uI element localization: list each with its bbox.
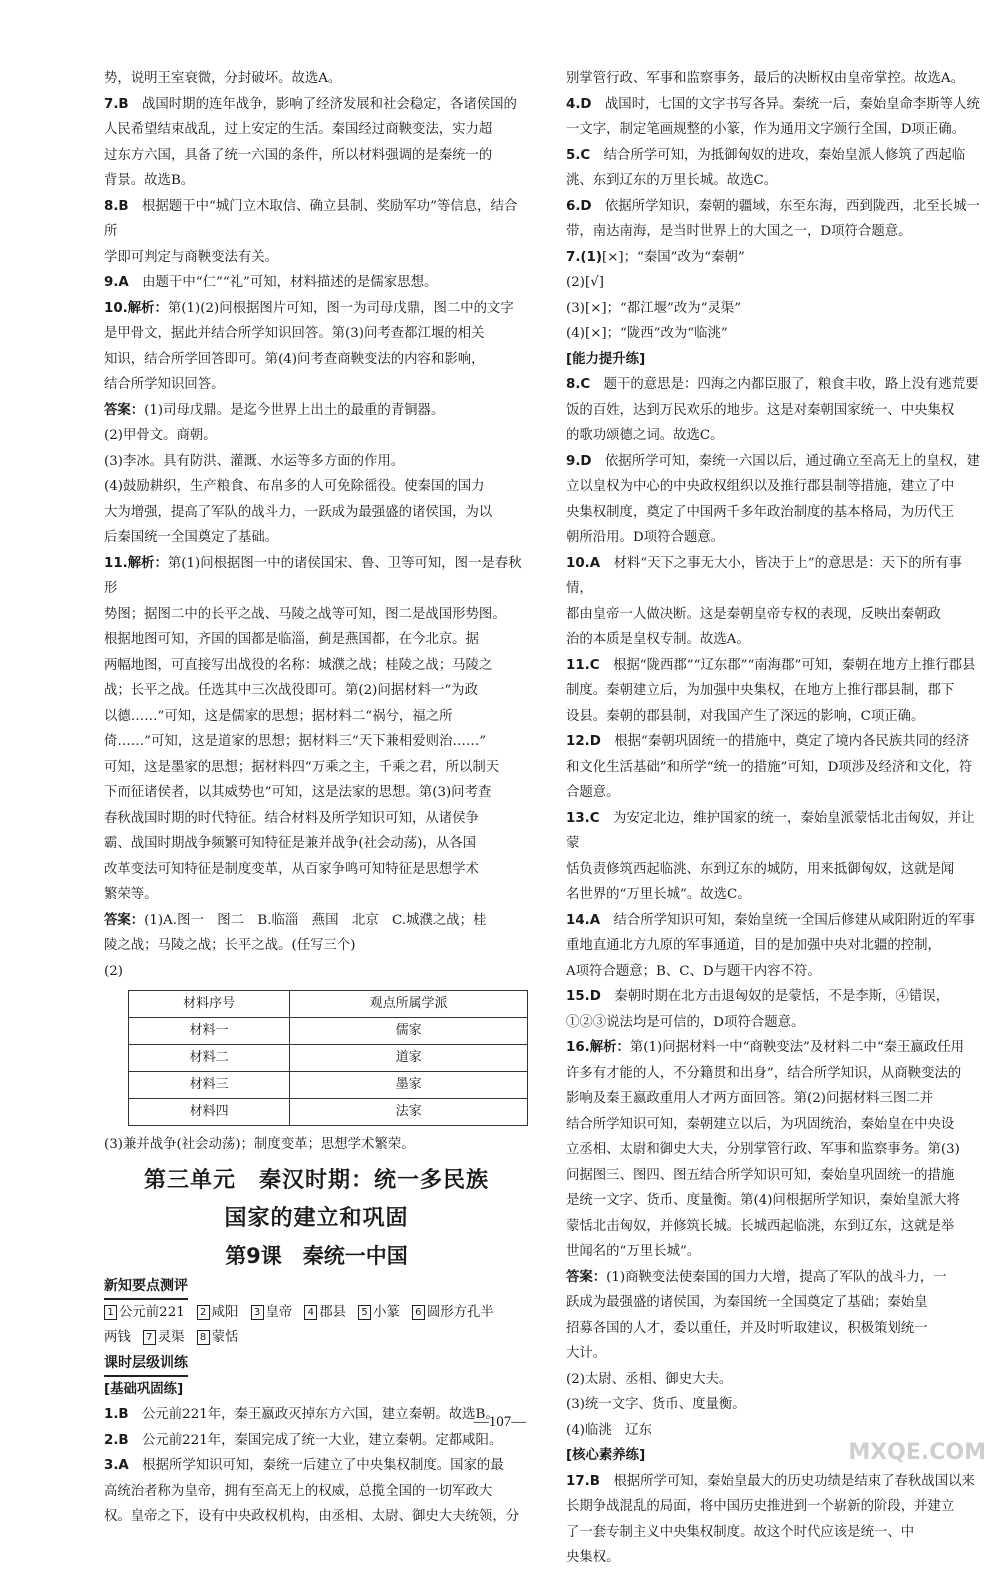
table-header-cell: 材料序号 bbox=[129, 991, 290, 1018]
question-label: 1.B bbox=[104, 1407, 129, 1422]
question-label: 8.B bbox=[104, 198, 129, 214]
question-label: 7.B bbox=[104, 96, 129, 112]
text-line: 世闻名的“万里长城”。 bbox=[566, 1244, 701, 1259]
text-line: 招募各国的人才，委以重任，并及时听取建议，积极策划统一 bbox=[566, 1320, 928, 1336]
text-line: 可知，这是墨家的思想；据材料四“万乘之主，千乘之君，所以制天 bbox=[104, 759, 500, 775]
text-line: 两幅地图，可直接写出战役的名称：城濮之战；桂陵之战；马陵之 bbox=[104, 657, 493, 673]
section-title: 新知要点测评 bbox=[104, 1274, 188, 1300]
table-cell: 材料二 bbox=[129, 1045, 290, 1072]
key-point-text: 皇帝 bbox=[265, 1304, 293, 1320]
question-label: 6.D bbox=[566, 198, 592, 214]
text-line: 恬负责修筑西起临洮、东到辽东的城防，用来抵御匈奴，这就是闻 bbox=[566, 861, 955, 877]
text-line: A项符合题意；B、C、D与题干内容不符。 bbox=[566, 963, 821, 979]
question-label: 答案： bbox=[104, 912, 145, 928]
text-line: 10.解析：第(1)(2)问根据图片可知，图一为司母戊鼎，图二中的文字 bbox=[104, 300, 514, 316]
text-line: 许多有才能的人，不分籍贯和出身”，结合所学知识，从商鞅变法的 bbox=[566, 1065, 962, 1081]
text-line: 了一套专制主义中央集权制度。故这个时代应该是统一、中 bbox=[566, 1524, 915, 1540]
text-line: 16.解析：第(1)问据材料一中“商鞅变法”及材料二中“秦王嬴政任用 bbox=[566, 1040, 965, 1055]
table-row bbox=[129, 1045, 528, 1072]
key-point bbox=[304, 1305, 346, 1320]
text-line: (2)太尉、丞相、御史大夫。 bbox=[566, 1371, 733, 1387]
question-label: 11.C bbox=[566, 657, 600, 673]
key-point-number: 5 bbox=[358, 1305, 371, 1320]
text-line: 15.D 秦朝时期在北方击退匈奴的是蒙恬，不是李斯，④错误， bbox=[566, 989, 949, 1004]
text-line: 央集权制度，奠定了中国两千多年政治制度的基本格局，为历代王 bbox=[566, 504, 955, 520]
text-line: (4)临洮 辽东 bbox=[566, 1422, 652, 1438]
text-line: (2) bbox=[104, 963, 123, 979]
text-line: 9.D 依据所学可知，秦统一六国以后，通过确立至高无上的皇权，建 bbox=[566, 453, 980, 469]
key-point bbox=[104, 1305, 185, 1320]
text-line: (3)兼并战争(社会动荡)；制度变革；思想学术繁荣。 bbox=[104, 1137, 415, 1152]
text-line: (4)鼓励耕织，生产粮食、布帛多的人可免除徭役。使秦国的国力 bbox=[104, 479, 485, 494]
text-line: 7.(1)[×]；“秦国”改为“秦朝” bbox=[566, 249, 745, 265]
text-line: 权。皇帝之下，设有中央政权机构，由丞相、太尉、御史大夫统领，分 bbox=[104, 1509, 520, 1524]
text-line: 是统一文字、货币、度量衡。第(4)问根据所学知识，秦始皇派大将 bbox=[566, 1193, 960, 1208]
key-point-text: 两钱 bbox=[104, 1330, 131, 1345]
text-line: 朝所沿用。D项符合题意。 bbox=[566, 530, 725, 545]
key-point-number: 2 bbox=[197, 1305, 210, 1320]
key-point-text: 蒙恬 bbox=[211, 1330, 239, 1345]
key-point-text: 圆形方孔半 bbox=[426, 1304, 494, 1320]
key-point bbox=[358, 1305, 400, 1320]
key-point-number: 7 bbox=[143, 1330, 156, 1345]
key-point bbox=[143, 1330, 185, 1345]
question-label: 10.解析： bbox=[104, 300, 168, 316]
question-label: 17.B bbox=[566, 1473, 600, 1489]
question-label: 答案： bbox=[566, 1269, 607, 1285]
text-line: 的歌功颂德之词。故选C。 bbox=[566, 428, 724, 443]
text-line: 大为增强，提高了军队的战斗力，一跃成为最强盛的诸侯国，为以 bbox=[104, 504, 493, 520]
question-label: 16.解析： bbox=[566, 1040, 630, 1055]
question-label: 9.A bbox=[104, 275, 129, 290]
text-line: 6.D 依据所学知识，秦朝的疆域，东至东海，西到陇西，北至长城一 bbox=[566, 198, 980, 214]
text-line: 势，说明王室衰微，分封破坏。故选A。 bbox=[104, 71, 342, 86]
question-label: 2.B bbox=[104, 1432, 129, 1448]
question-label: 10.A bbox=[566, 555, 601, 571]
text-line: 带，南达南海，是当时世界上的大国之一，D项符合题意。 bbox=[566, 224, 912, 239]
question-label: 14.A bbox=[566, 912, 601, 928]
section-title: 课时层级训练 bbox=[104, 1351, 188, 1377]
key-points-line bbox=[104, 1325, 529, 1351]
table-cell: 儒家 bbox=[290, 1018, 528, 1045]
unit-title: 第三单元 秦汉时期：统一多民族 bbox=[143, 1167, 489, 1193]
text-line: 2.B 公元前221年，秦国完成了统一大业，建立秦朝。定都咸阳。 bbox=[104, 1432, 503, 1448]
question-label: 13.C bbox=[566, 810, 600, 826]
text-line: 14.A 结合所学知识可知，秦始皇统一全国后修建从咸阳附近的军事 bbox=[566, 912, 976, 928]
table-cell: 墨家 bbox=[290, 1072, 528, 1099]
text-line: 后秦国统一全国奠定了基础。 bbox=[104, 530, 279, 545]
key-point-number: 8 bbox=[197, 1330, 210, 1345]
text-line: (3)统一文字、货币、度量衡。 bbox=[566, 1397, 746, 1412]
subsection-title: [核心素养练] bbox=[566, 1448, 646, 1463]
text-line: 繁荣等。 bbox=[104, 887, 158, 902]
text-line: 10.A 材料“天下之事无大小，皆决于上”的意思是：天下的所有事情， bbox=[566, 555, 962, 596]
key-point-number: 1 bbox=[104, 1305, 117, 1320]
text-line: 学即可判定与商鞅变法有关。 bbox=[104, 249, 279, 265]
text-line: 8.C 题干的意思是：四海之内都臣服了，粮食丰收，路上没有逃荒要 bbox=[566, 377, 979, 392]
text-line: 结合所学知识回答。 bbox=[104, 377, 225, 392]
lesson-title: 第9课 秦统一中国 bbox=[225, 1243, 408, 1268]
text-line: 11.解析：第(1)问根据图一中的诸侯国宋、鲁、卫等可知，图一是春秋形 bbox=[104, 555, 522, 596]
question-label: 4.D bbox=[566, 96, 592, 112]
text-line: 战；长平之战。任选其中三次战役即可。第(2)问据材料一“为政 bbox=[104, 683, 478, 698]
text-line: 11.C 根据“陇西郡”“辽东郡”“南海郡”可知，秦朝在地方上推行郡县 bbox=[566, 657, 976, 673]
key-point bbox=[412, 1305, 494, 1320]
text-line: 下而征诸侯者，以其威势也”可知，这是法家的思想。第(3)问考查 bbox=[104, 785, 492, 800]
text-line: 改革变法可知特征是制度变革，从百家争鸣可知特征是思想学术 bbox=[104, 861, 479, 877]
question-label: 12.D bbox=[566, 734, 601, 749]
text-line: 陵之战；马陵之战；长平之战。(任写三个) bbox=[104, 938, 356, 953]
text-line: 答案：(1)司母戊鼎。是迄今世界上出土的最重的青铜器。 bbox=[104, 402, 445, 418]
page-number: —107— bbox=[473, 1414, 527, 1430]
text-line: 高统治者称为皇帝，拥有至高无上的权威，总揽全国的一切军政大 bbox=[104, 1483, 493, 1499]
table-cell: 材料一 bbox=[129, 1018, 290, 1045]
text-line: 治的本质是皇权专制。故选A。 bbox=[566, 632, 750, 647]
text-line: (4)[×]；“陇西”改为“临洮” bbox=[566, 326, 728, 341]
question-label: 3.A bbox=[104, 1458, 129, 1473]
key-point-text: 咸阳 bbox=[211, 1304, 239, 1320]
text-line: 立丞相、太尉和御史大夫，分别掌管行政、军事和监察事务。第(3) bbox=[566, 1142, 960, 1157]
table-cell: 材料三 bbox=[129, 1072, 290, 1099]
table-row bbox=[129, 1072, 528, 1099]
key-points-line bbox=[104, 1300, 529, 1326]
text-line: 5.C 结合所学可知，为抵御匈奴的进攻，秦始皇派人修筑了西起临 bbox=[566, 147, 966, 163]
key-point-text: 灵渠 bbox=[157, 1330, 185, 1345]
text-line: 和文化生活基础”和所学“统一的措施”可知，D项涉及经济和文化，符 bbox=[566, 759, 973, 775]
key-point bbox=[251, 1305, 293, 1320]
text-line: 结合所学知识可知，秦朝建立以后，为巩固统治，秦始皇在中央设 bbox=[566, 1116, 955, 1132]
subsection-title: [能力提升练] bbox=[566, 351, 646, 367]
text-line: 8.B 根据题干中“城门立木取信、确立县制、奖励军功”等信息，结合所 bbox=[104, 198, 518, 239]
text-line: 倚……”可知，这是道家的思想；据材料三“天下兼相爱则治……” bbox=[104, 734, 487, 749]
text-line: 以德……”可知，这是儒家的思想；据材料二“祸兮，福之所 bbox=[104, 708, 453, 724]
text-line: 别掌管行政、军事和监察事务，最后的决断权由皇帝掌控。故选A。 bbox=[566, 71, 964, 86]
text-line: 名世界的“万里长城”。故选C。 bbox=[566, 887, 751, 902]
text-line: 春秋战国时期的时代特征。结合材料及所学知识可知，从诸侯争 bbox=[104, 810, 479, 826]
text-line: (2)甲骨文。商朝。 bbox=[104, 428, 217, 443]
text-line: 7.B 战国时期的连年战争，影响了经济发展和社会稳定，各诸侯国的 bbox=[104, 96, 517, 112]
text-line: 影响及秦王嬴政重用人才两方面回答。第(2)问据材料三图二并 bbox=[566, 1091, 934, 1106]
question-label: 5.C bbox=[566, 147, 591, 163]
question-label: 答案： bbox=[104, 402, 145, 418]
text-line: 根据地图可知，齐国的国都是临淄，蓟是燕国都，在今北京。据 bbox=[104, 632, 479, 647]
key-point-number: 3 bbox=[251, 1305, 264, 1320]
table-row bbox=[129, 1018, 528, 1045]
text-line: (2)[√] bbox=[566, 275, 604, 290]
text-line: 知识，结合所学回答即可。第(4)问考查商鞅变法的内容和影响， bbox=[104, 351, 485, 367]
question-label: 11.解析： bbox=[104, 555, 168, 571]
text-line: 12.D 根据“秦朝巩固统一的措施中，奠定了境内各民族共同的经济 bbox=[566, 734, 970, 749]
text-line: 一文字，制定笔画规整的小篆，作为通用文字颁行全国，D项正确。 bbox=[566, 122, 966, 137]
text-line: (3)李冰。具有防洪、灌溉、水运等多方面的作用。 bbox=[104, 453, 405, 469]
text-line: 霸、战国时期战争频繁可知特征是兼并战争(社会动荡)，从各国 bbox=[104, 836, 476, 851]
key-point-number: 4 bbox=[304, 1305, 317, 1320]
question-label: 7.(1) bbox=[566, 249, 602, 265]
school-table bbox=[128, 990, 528, 1126]
table-cell: 法家 bbox=[290, 1099, 528, 1126]
table-header-cell: 观点所属学派 bbox=[290, 991, 528, 1018]
text-line: 3.A 根据所学知识可知，秦统一后建立了中央集权制度。国家的最 bbox=[104, 1458, 504, 1473]
section-header bbox=[104, 1274, 529, 1300]
text-line: 蒙恬北击匈奴，并修筑长城。长城西起临洮，东到辽东，这就是举 bbox=[566, 1218, 955, 1234]
text-line: 17.B 根据所学可知，秦始皇最大的历史功绩是结束了春秋战国以来 bbox=[566, 1473, 975, 1489]
key-point-text: 小篆 bbox=[373, 1304, 400, 1320]
text-line: 9.A 由题干中“仁”“礼”可知，材料描述的是儒家思想。 bbox=[104, 275, 438, 290]
key-point bbox=[197, 1330, 239, 1345]
text-line: 长期争战混乱的局面，将中国历史推进到一个崭新的阶段，并建立 bbox=[566, 1499, 955, 1514]
text-line: 势图；据图二中的长平之战、马陵之战等可知，图二是战国形势图。 bbox=[104, 606, 506, 622]
table-row bbox=[129, 1099, 528, 1126]
text-line: 饭的百姓，达到万民欢乐的地步。这是对秦朝国家统一、中央集权 bbox=[566, 402, 955, 418]
key-point-number: 6 bbox=[412, 1305, 425, 1320]
section-header bbox=[104, 1351, 529, 1377]
question-label: 9.D bbox=[566, 453, 592, 469]
text-line: 跃成为最强盛的诸侯国，为秦国统一全国奠定了基础；秦始皇 bbox=[566, 1295, 928, 1310]
text-line: 重地直通北方九原的军事通道，目的是加强中央对北疆的控制， bbox=[566, 938, 941, 953]
text-line: 4.D 战国时，七国的文字书写各异。秦统一后，秦始皇命李斯等人统 bbox=[566, 96, 980, 112]
key-point-text: 公元前221 bbox=[119, 1304, 185, 1320]
text-line: 央集权。 bbox=[566, 1550, 620, 1565]
text-line: 问据图三、图四、图五结合所学知识可知，秦始皇巩固统一的措施 bbox=[566, 1167, 955, 1183]
text-line: 设县。秦朝的郡县制，对我国产生了深远的影响，C项正确。 bbox=[566, 708, 925, 724]
text-line: ①②③说法均是可信的，D项符合题意。 bbox=[566, 1014, 805, 1030]
text-line: 答案：(1)商鞅变法使秦国的国力大增，提高了军队的战斗力，一 bbox=[566, 1269, 947, 1285]
text-line: (3)[×]；“都江堰”改为“灵渠” bbox=[566, 300, 742, 316]
text-line: 立以皇权为中心的中央政权组织以及推行郡县制等措施，建立了中 bbox=[566, 479, 955, 494]
left-column bbox=[104, 66, 529, 1530]
text-line: 合题意。 bbox=[566, 785, 620, 800]
watermark-logo: MXQE.COM bbox=[848, 1440, 986, 1465]
text-line: 背景。故选B。 bbox=[104, 173, 195, 188]
table-header-row bbox=[129, 991, 528, 1018]
text-line: 1.B 公元前221年，秦王嬴政灭掉东方六国，建立秦朝。故选B。 bbox=[104, 1407, 499, 1422]
question-label: 8.C bbox=[566, 377, 591, 392]
text-line: 答案：(1)A.图一 图二 B.临淄 燕国 北京 C.城濮之战；桂 bbox=[104, 912, 487, 928]
subsection-title: [基础巩固练] bbox=[104, 1381, 184, 1397]
text-line: 是甲骨文，据此并结合所学知识回答。第(3)问考查都江堰的相关 bbox=[104, 326, 485, 341]
question-label: 15.D bbox=[566, 989, 601, 1004]
unit-title: 国家的建立和巩固 bbox=[224, 1205, 409, 1231]
key-point-text: 郡县 bbox=[319, 1304, 347, 1320]
text-line: 制度。秦朝建立后，为加强中央集权，在地方上推行郡县制，郡下 bbox=[566, 683, 955, 698]
right-column bbox=[566, 66, 986, 1571]
key-point bbox=[197, 1305, 239, 1320]
text-line: 都由皇帝一人做决断。这是秦朝皇帝专权的表现，反映出秦朝政 bbox=[566, 606, 941, 622]
text-line: 洮、东到辽东的万里长城。故选C。 bbox=[566, 173, 778, 188]
table-cell: 材料四 bbox=[129, 1099, 290, 1126]
text-line: 大计。 bbox=[566, 1346, 607, 1361]
text-line: 13.C 为安定北边，维护国家的统一，秦始皇派蒙恬北击匈奴，并让蒙 bbox=[566, 810, 975, 851]
table-cell: 道家 bbox=[290, 1045, 528, 1072]
text-line: 人民希望结束战乱，过上安定的生活。秦国经过商鞅变法，实力超 bbox=[104, 122, 493, 137]
text-line: 过东方六国，具备了统一六国的条件，所以材料强调的是秦统一的 bbox=[104, 147, 493, 163]
